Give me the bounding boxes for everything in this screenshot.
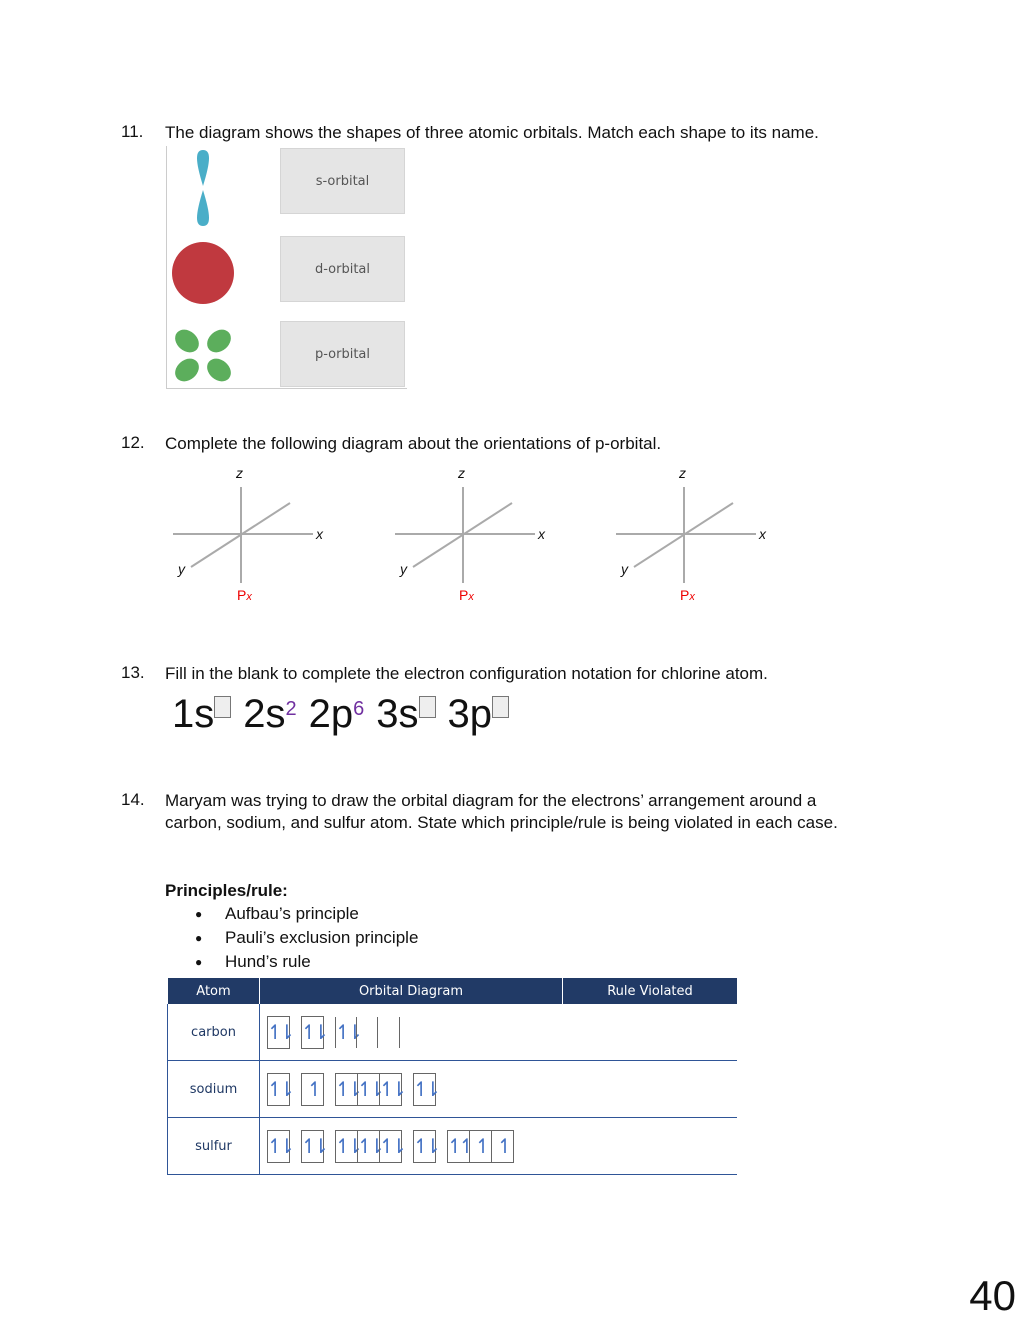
header-atom: Atom [168,978,260,1004]
electron-configuration [172,692,521,737]
blank-input[interactable] [492,696,509,718]
orbital-label: Px [237,587,252,603]
principles-title: Principles/rule: [165,881,288,900]
orbital-group [302,1073,324,1106]
axes-lines [616,465,776,585]
config-term [172,692,231,736]
orbital-group [336,1073,402,1106]
z-axis-label: z [679,465,686,481]
label-p-orbital[interactable]: p-orbital [280,321,405,387]
label-d-orbital[interactable]: d-orbital [280,236,405,302]
principles-list [165,902,418,974]
axes-lines [173,465,333,585]
question-number: 12. [121,433,145,452]
orbital-diagram-cell [260,1118,563,1175]
orbital-label: Px [680,587,695,603]
orbital-table [167,978,737,1175]
exponent: 2 [285,698,297,720]
orbital-box: ↿⇂ [357,1130,380,1163]
config-term [376,692,435,736]
z-axis-label: z [458,465,465,481]
orbital-group [336,1017,400,1048]
question-number: 11. [121,122,144,141]
orbital-box: ↿ [301,1073,324,1106]
blank-input[interactable] [214,696,231,718]
subshell: 3s [376,692,419,736]
orbital-box: ↿⇂ [301,1016,324,1049]
orbital-box: ↿⇂ [335,1073,358,1106]
x-axis-label: x [316,526,323,542]
atom-cell: sodium [168,1061,260,1118]
orbital-box: ↿ [491,1130,514,1163]
orbital-label: Px [459,587,474,603]
orbital-diagram-cell [260,1004,563,1061]
orbital-box: ↿⇂ [413,1073,436,1106]
table-row [168,1118,738,1175]
y-axis-label: y [178,561,185,577]
atom-cell: sulfur [168,1118,260,1175]
config-term [309,692,365,736]
subshell: 1s [172,692,215,736]
dumbbell-orbital-icon [197,150,209,226]
orbital-box [356,1017,378,1048]
subshell: 3p [447,692,492,736]
orbital-box: ↿⇂ [267,1016,290,1049]
list-item: ● Pauli’s exclusion principle [165,926,418,950]
orbital-group [414,1073,436,1106]
rule-violated-cell[interactable] [563,1118,738,1175]
orbital-box: ↿⇂ [335,1130,358,1163]
cloverleaf-orbital-icon [171,325,236,386]
axes-lines [395,465,555,585]
orbital-box: ↿⇂ [267,1073,290,1106]
orbital-box: ↿ [469,1130,492,1163]
table-row [168,1061,738,1118]
exponent: 6 [353,698,365,720]
orbital-group [268,1073,290,1106]
table-row [168,1004,738,1061]
label-s-orbital[interactable]: s-orbital [280,148,405,214]
orbital-box: ↿↿ [447,1130,470,1163]
orbital-group [268,1016,290,1049]
orbital-group [448,1130,514,1163]
question-text: Complete the following diagram about the orientations of p-orbital. [165,434,662,453]
header-rule-violated: Rule Violated [563,978,738,1004]
z-axis-label: z [236,465,243,481]
list-item: ● Aufbau’s principle [165,902,418,926]
question-text: Maryam was trying to draw the orbital diagram for the electrons’ arrangement around a carbon, sodium, and sulfur atom. State which principle/rule is being violated in each case. [165,791,838,832]
y-axis-label: y [400,561,407,577]
y-axis-label: y [621,561,628,577]
rule-violated-cell[interactable] [563,1004,738,1061]
orbital-group [302,1130,324,1163]
subshell: 2p [308,692,354,736]
orbital-group [414,1130,436,1163]
orbital-diagram-cell [260,1061,563,1118]
orbital-group [336,1130,402,1163]
question-text: The diagram shows the shapes of three atomic orbitals. Match each shape to its name. [165,123,819,142]
orbital-box: ↿⇂ [267,1130,290,1163]
x-axis-label: x [759,526,766,542]
orbital-shapes [170,148,240,388]
config-term [448,692,510,736]
rule-violated-cell[interactable] [563,1061,738,1118]
sphere-orbital-icon [172,242,234,304]
orbital-box: ↿⇂ [379,1130,402,1163]
orbital-box: ↿⇂ [413,1130,436,1163]
subshell: 2s [243,692,286,736]
header-orbital-diagram: Orbital Diagram [260,978,563,1004]
orbital-box: ↿⇂ [335,1017,357,1048]
x-axis-label: x [538,526,545,542]
orbital-group [302,1016,324,1049]
orbital-group [268,1130,290,1163]
orbital-box: ↿⇂ [301,1130,324,1163]
orbital-box: ↿⇂ [379,1073,402,1106]
config-term [243,692,296,736]
question-number: 13. [121,663,145,682]
question-text: Fill in the blank to complete the electron configuration notation for chlorine atom. [165,664,768,683]
orbital-box: ↿⇂ [357,1073,380,1106]
question-number: 14. [121,790,145,809]
list-item: ● Hund’s rule [165,950,418,974]
atom-cell: carbon [168,1004,260,1061]
page-number: 40 [969,1272,1016,1319]
blank-input[interactable] [419,696,436,718]
orbital-box [377,1017,400,1048]
